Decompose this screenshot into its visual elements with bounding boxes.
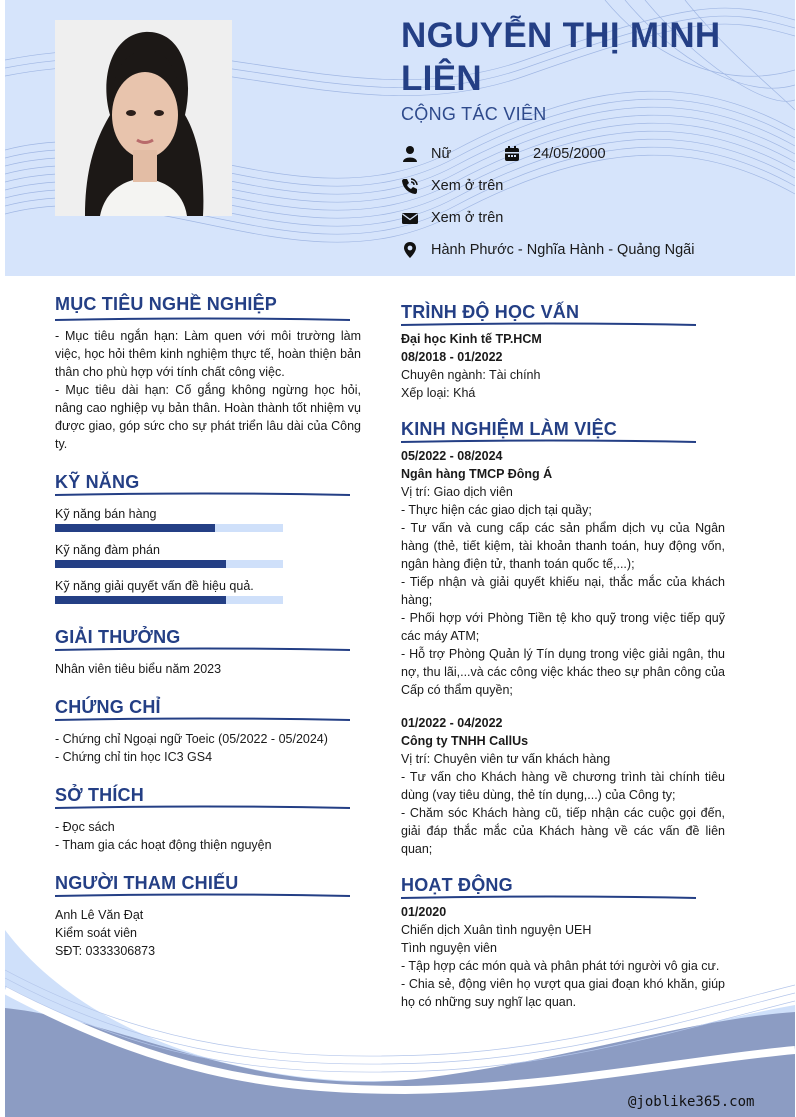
certificates-text	[55, 730, 361, 766]
objective-line: - Mục tiêu dài hạn: Cố gắng không ngừng học hỏi, nâng cao nghiệp vụ bản thân. Hoàn thành tốt nhiệm vụ được giao, góp sức cho sự phát triển lâu dài của Công ty.	[55, 383, 361, 451]
hobbies-title: SỞ THÍCH	[55, 785, 144, 805]
objective-line: - Mục tiêu ngắn hạn: Làm quen với môi trường làm việc, học hỏi thêm kinh nghiệm thực tế, hoàn thiện bản thân cho phù hợp với tính chất công việc.	[55, 329, 361, 379]
job-line: Vị trí: Chuyên viên tư vấn khách hàng	[401, 752, 611, 766]
awards-title: GIẢI THƯỞNG	[55, 627, 181, 647]
watermark: @joblike365.com	[628, 1094, 755, 1110]
candidate-name: NGUYỄN THỊ MINH LIÊN	[401, 16, 721, 98]
education-period: 08/2018 - 01/2022	[401, 350, 503, 364]
job-company: Công ty TNHH CallUs	[401, 734, 529, 748]
phone-icon	[401, 177, 419, 195]
gender-value: Nữ	[431, 146, 452, 162]
references-text	[55, 906, 361, 960]
activities-text	[401, 903, 725, 1011]
skill-bar-fill	[55, 596, 226, 604]
awards-text	[55, 660, 361, 678]
education-text	[401, 330, 725, 402]
activity-line: Tình nguyện viên	[401, 941, 497, 955]
references-underline	[55, 893, 350, 899]
job-line: - Tư vấn và cung cấp các sản phẩm dịch vụ của Ngân hàng (thẻ, tiết kiệm, tài khoản thanh toán, huy động vốn, ngân hàng điện tử, thanh toán quốc tế,...);	[401, 521, 725, 571]
skill-label: Kỹ năng giải quyết vấn đề hiệu quả.	[55, 579, 254, 593]
activity-period: 01/2020	[401, 905, 447, 919]
profile-photo	[55, 20, 232, 216]
job-line: - Hỗ trợ Phòng Quản lý Tín dụng trong việc giải ngân, thu nợ, thu lãi,...và các công việc khác theo sự phân công của Cấp có thẩm quyền;	[401, 647, 725, 697]
email-value: Xem ở trên	[431, 210, 504, 226]
objective-title: MỤC TIÊU NGHỀ NGHIỆP	[55, 294, 278, 314]
experience-title: KINH NGHIỆM LÀM VIỆC	[401, 419, 618, 439]
hobby-line: - Đọc sách	[55, 820, 115, 834]
experience-underline	[401, 439, 696, 445]
cv-page	[5, 0, 795, 1117]
activity-line: Chiến dịch Xuân tình nguyện UEH	[401, 923, 592, 937]
job-line: - Chăm sóc Khách hàng cũ, tiếp nhận các cuộc gọi đến, giải đáp thắc mắc của Khách hàng về các vấn đề liên quan;	[401, 806, 725, 856]
certificate-line: - Chứng chỉ Ngoại ngữ Toeic (05/2022 - 05/2024)	[55, 732, 328, 746]
awards-underline	[55, 647, 350, 653]
skill-bar-fill	[55, 524, 215, 532]
skills-title: KỸ NĂNG	[55, 472, 140, 492]
education-underline	[401, 322, 696, 328]
phone-value: Xem ở trên	[431, 178, 504, 194]
hobbies-underline	[55, 805, 350, 811]
award-line: Nhân viên tiêu biểu năm 2023	[55, 662, 222, 676]
education-title: TRÌNH ĐỘ HỌC VẤN	[401, 302, 580, 322]
calendar-icon	[503, 145, 521, 163]
reference-line: Anh Lê Văn Đạt	[55, 908, 144, 922]
job-period: 05/2022 - 08/2024	[401, 449, 503, 463]
birthday-value: 24/05/2000	[533, 146, 606, 162]
job-position: CỘNG TÁC VIÊN	[401, 104, 547, 124]
skill-bar	[55, 524, 283, 532]
hobby-line: - Tham gia các hoạt động thiện nguyện	[55, 838, 272, 852]
envelope-icon	[401, 209, 419, 227]
activities-underline	[401, 895, 696, 901]
skills-underline	[55, 492, 350, 498]
education-major: Chuyên ngành: Tài chính	[401, 368, 541, 382]
address-value: Hành Phước - Nghĩa Hành - Quảng Ngãi	[431, 242, 695, 258]
certificates-underline	[55, 717, 350, 723]
education-rank: Xếp loại: Khá	[401, 386, 476, 400]
skill-bar	[55, 560, 283, 568]
certificate-line: - Chứng chỉ tin học IC3 GS4	[55, 750, 213, 764]
objective-text	[55, 327, 361, 453]
job-line: - Phối hợp với Phòng Tiền tệ kho quỹ trong việc tiếp quỹ các máy ATM;	[401, 611, 725, 643]
job-line: - Thực hiện các giao dịch tại quầy;	[401, 503, 592, 517]
map-pin-icon	[401, 241, 419, 259]
activity-line: - Tập hợp các món quà và phân phát tới người vô gia cư.	[401, 959, 720, 973]
person-icon	[401, 145, 419, 163]
experience-job-2	[401, 714, 725, 858]
school-name: Đại học Kinh tế TP.HCM	[401, 332, 542, 346]
header	[5, 0, 795, 276]
skill-label: Kỹ năng bán hàng	[55, 507, 157, 521]
experience-job-1	[401, 447, 725, 699]
job-line: Vị trí: Giao dịch viên	[401, 485, 513, 499]
skill-bar	[55, 596, 283, 604]
hobbies-text	[55, 818, 361, 854]
job-company: Ngân hàng TMCP Đông Á	[401, 467, 553, 481]
skill-label: Kỹ năng đàm phán	[55, 543, 160, 557]
job-period: 01/2022 - 04/2022	[401, 716, 503, 730]
job-line: - Tiếp nhận và giải quyết khiếu nại, thắc mắc của khách hàng;	[401, 575, 725, 607]
references-title: NGƯỜI THAM CHIẾU	[55, 873, 239, 893]
reference-line: Kiểm soát viên	[55, 926, 137, 940]
reference-line: SĐT: 0333306873	[55, 944, 156, 958]
job-line: - Tư vấn cho Khách hàng về chương trình tài chính tiêu dùng (vay tiêu dùng, thẻ tín dụng,...) của Công ty;	[401, 770, 725, 802]
certificates-title: CHỨNG CHỈ	[55, 697, 161, 717]
activity-line: - Chia sẻ, động viên họ vượt qua giai đoạn khó khăn, giúp họ có những suy nghĩ lạc quan.	[401, 977, 725, 1009]
activities-title: HOẠT ĐỘNG	[401, 875, 513, 895]
objective-underline	[55, 317, 350, 323]
skill-bar-fill	[55, 560, 226, 568]
